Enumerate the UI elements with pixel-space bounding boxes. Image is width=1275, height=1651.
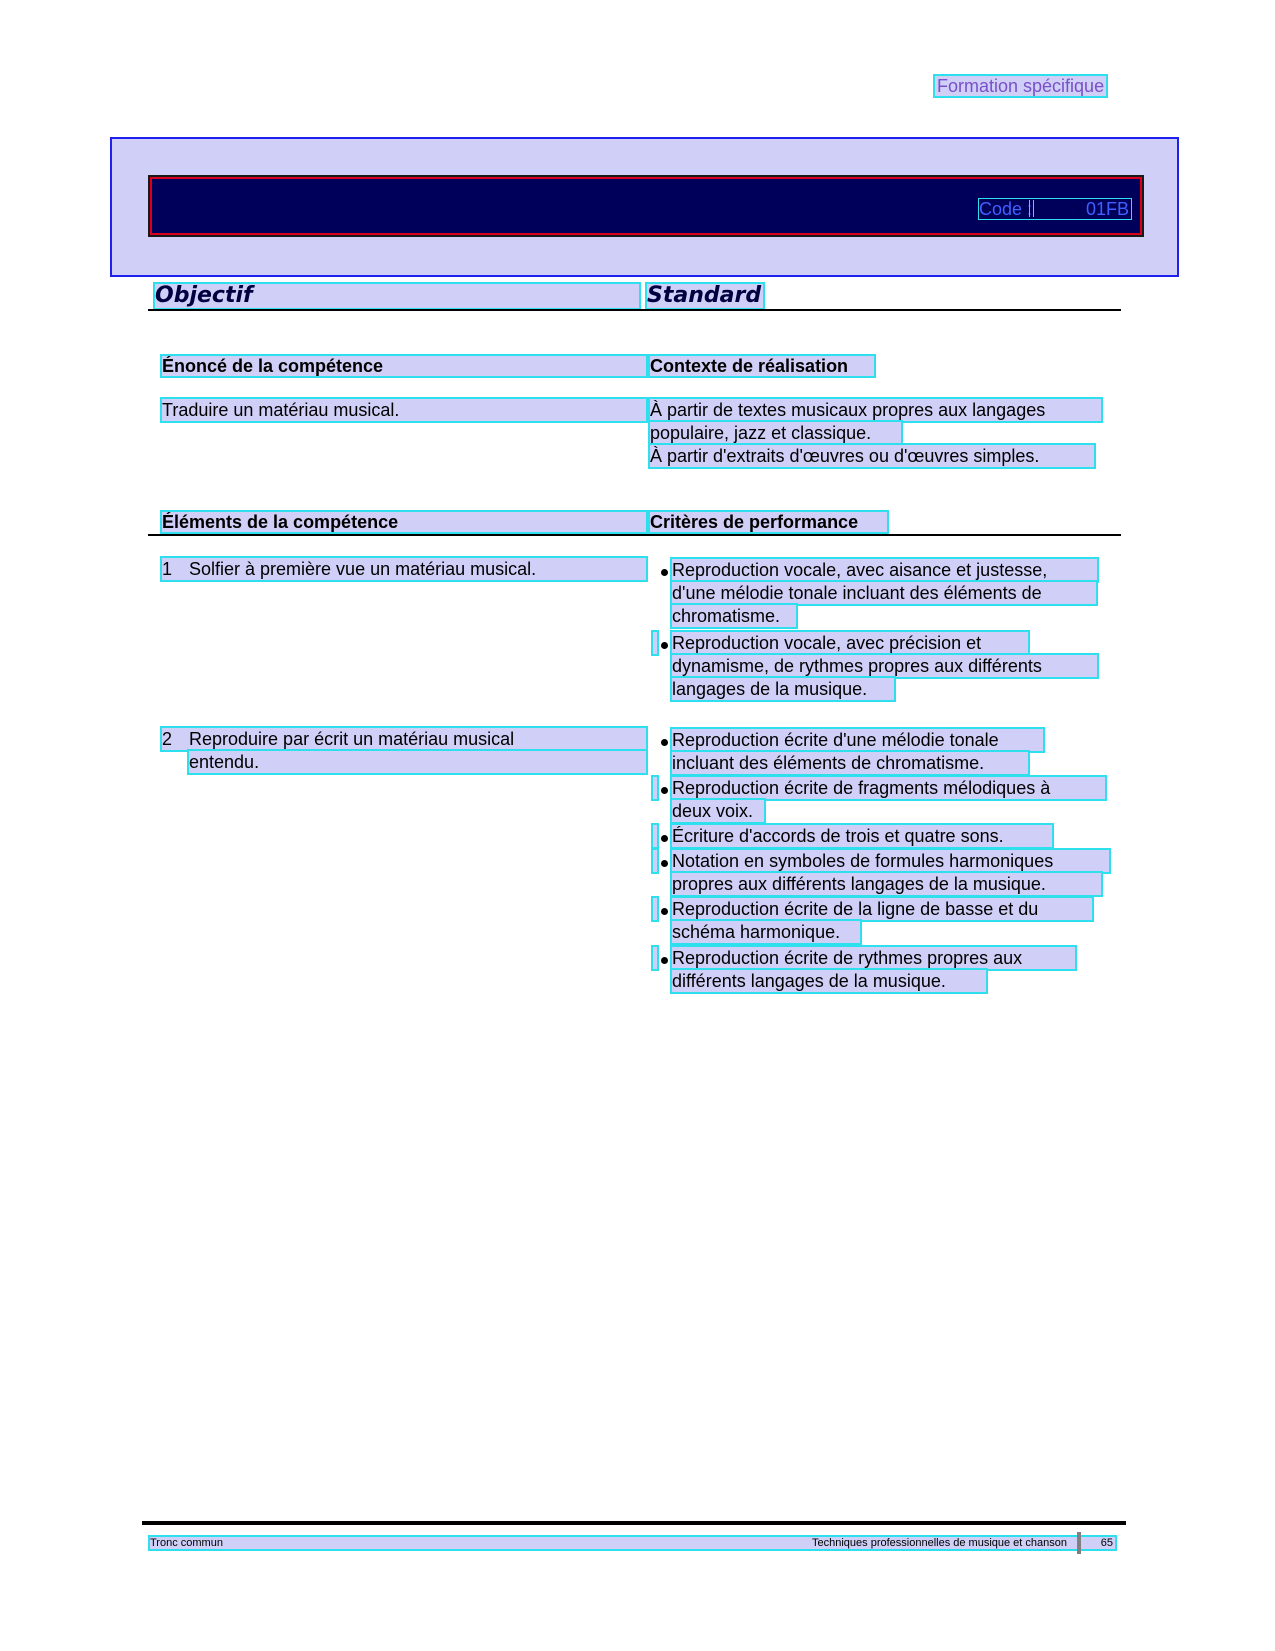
critere-line: Reproduction écrite de fragments mélodiques à <box>672 777 1105 799</box>
column-heading-objectif: Objectif <box>155 284 639 308</box>
bullet-icon <box>661 569 668 576</box>
footer-rule <box>142 1521 1126 1525</box>
critere-line: chromatisme. <box>672 605 796 627</box>
bullet-icon <box>661 860 668 867</box>
column-heading-standard: Standard <box>647 283 762 308</box>
bullet-marker <box>653 898 657 920</box>
critere-line: deux voix. <box>672 800 764 822</box>
critere-line: d'une mélodie tonale incluant des éléments de <box>672 582 1096 604</box>
bullet-icon <box>661 787 668 794</box>
critere-line: différents langages de la musique. <box>672 970 986 992</box>
columns-rule <box>148 309 1121 311</box>
footer-separator <box>1077 1532 1081 1554</box>
contexte-line: populaire, jazz et classique. <box>650 422 901 444</box>
critere-line: propres aux différents langages de la musique. <box>672 873 1101 895</box>
header-section-title: Formation spécifique <box>937 76 1105 96</box>
footer-left-text: Tronc commun <box>150 1537 223 1549</box>
bullet-icon <box>661 835 668 842</box>
critere-line: Reproduction écrite d'une mélodie tonale <box>672 729 1043 751</box>
critere-line: dynamisme, de rythmes propres aux différents <box>672 655 1097 677</box>
enonce-text: Traduire un matériau musical. <box>162 399 646 421</box>
critere-line: Reproduction vocale, avec aisance et justesse, <box>672 559 1097 581</box>
elements-heading: Éléments de la compétence <box>162 512 646 532</box>
code-label: Code : <box>979 199 1033 219</box>
footer <box>150 1537 1115 1549</box>
critere-line: schéma harmonique. <box>672 921 860 943</box>
element-item-1 <box>162 558 646 580</box>
element-number: 1 <box>162 559 173 579</box>
contexte-heading: Contexte de réalisation <box>650 356 874 376</box>
code-value: 01FB <box>1085 199 1129 219</box>
bullet-marker <box>653 947 657 969</box>
elements-rule <box>148 534 1121 536</box>
page-number: 65 <box>1100 1537 1113 1549</box>
critere-line: Écriture d'accords de trois et quatre sons. <box>672 825 1052 847</box>
bullet-icon <box>661 957 668 964</box>
bullet-marker <box>653 632 657 654</box>
bullet-icon <box>661 908 668 915</box>
bullet-marker <box>653 777 657 799</box>
element-text: entendu. <box>189 751 646 773</box>
enonce-heading: Énoncé de la compétence <box>162 356 646 376</box>
element-item-2 <box>162 728 646 750</box>
element-text: Reproduire par écrit un matériau musical <box>189 729 515 749</box>
critere-line: Reproduction vocale, avec précision et <box>672 632 1028 654</box>
critere-line: Reproduction écrite de la ligne de basse et du <box>672 898 1092 920</box>
critere-line: incluant des éléments de chromatisme. <box>672 752 1028 774</box>
footer-right-text: Techniques professionnelles de musique et chanson <box>812 1537 1067 1549</box>
critere-line: langages de la musique. <box>672 678 894 700</box>
bullet-icon <box>661 642 668 649</box>
competency-code <box>978 198 1132 220</box>
critere-line: Reproduction écrite de rythmes propres aux <box>672 947 1075 969</box>
contexte-line: À partir d'extraits d'œuvres ou d'œuvres simples. <box>650 445 1094 467</box>
code-separator <box>1029 200 1034 217</box>
criteres-heading: Critères de performance <box>650 512 887 532</box>
element-number: 2 <box>162 729 173 749</box>
bullet-marker <box>653 825 657 847</box>
contexte-line: À partir de textes musicaux propres aux langages <box>650 399 1101 421</box>
bullet-marker <box>653 850 657 872</box>
element-text: Solfier à première vue un matériau musical. <box>189 559 537 579</box>
bullet-icon <box>661 739 668 746</box>
critere-line: Notation en symboles de formules harmoniques <box>672 850 1109 872</box>
